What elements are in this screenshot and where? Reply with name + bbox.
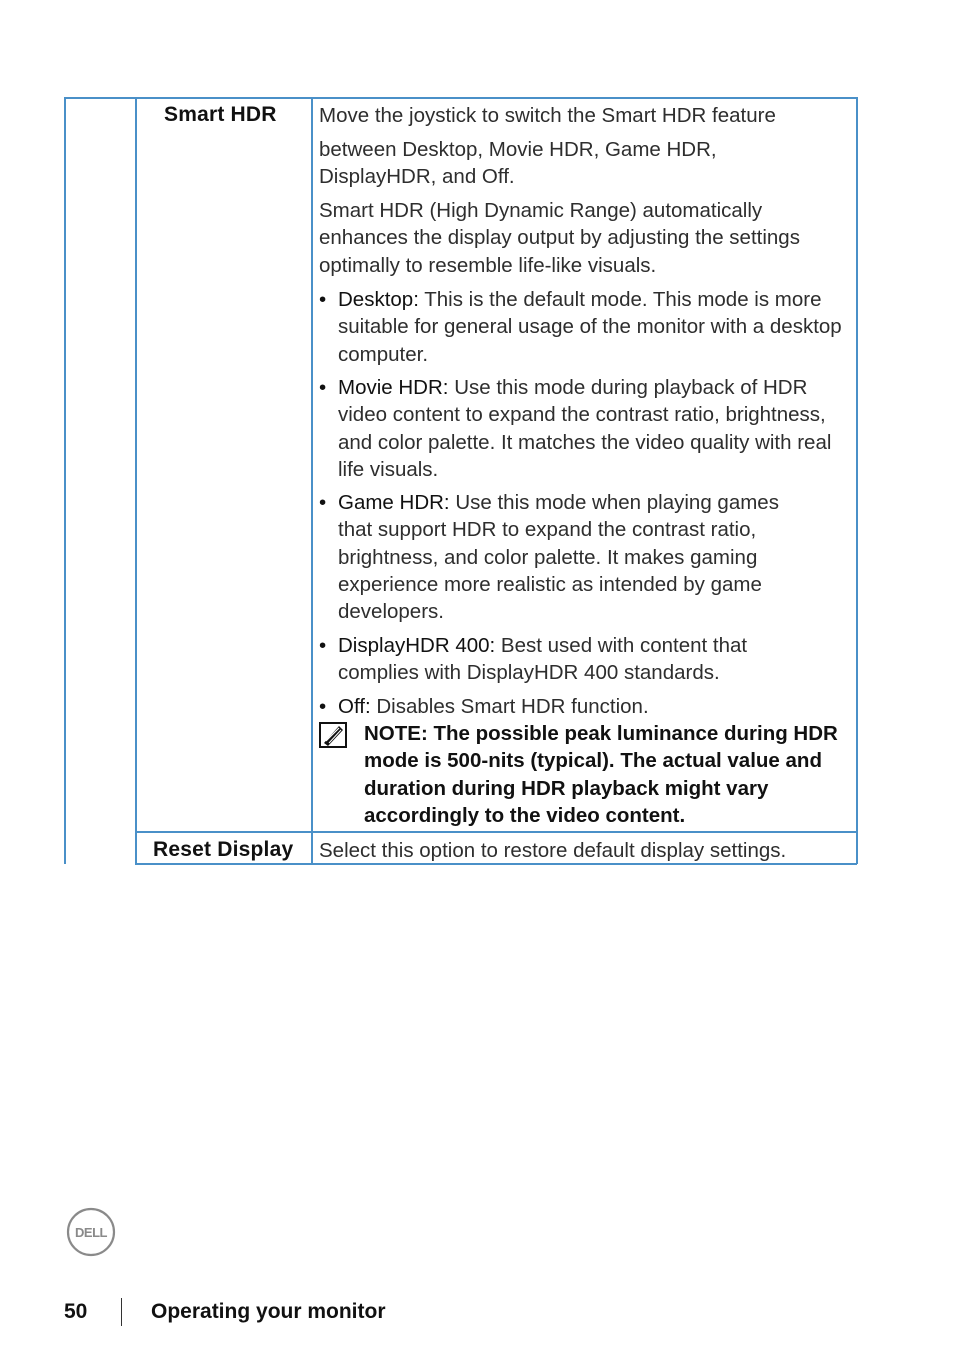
bullet-desktop: [319, 286, 849, 368]
bullet-body: Disables Smart HDR function.: [370, 695, 649, 718]
bullet-dot: •: [319, 491, 327, 514]
table-border-top: [64, 97, 857, 99]
bullet-dot: •: [319, 376, 327, 399]
table-row-divider: [135, 831, 857, 833]
bullet-text: [338, 374, 849, 483]
bullet-text: [338, 489, 818, 625]
table-border-right: [856, 97, 858, 864]
bullet-off: [319, 693, 849, 720]
table-border-col1: [135, 97, 137, 864]
bullet-term: Desktop:: [338, 288, 419, 311]
dell-logo-text: DELL: [75, 1225, 107, 1240]
settings-table: [64, 97, 857, 864]
page-number: 50: [64, 1300, 88, 1323]
bullet-body: Use this mode during playback of HDR video content to expand the contrast ratio, brightness, and color palette. It matches the video quality with real life visuals.: [338, 376, 832, 481]
smart-hdr-label: Smart HDR: [164, 103, 277, 126]
bullet-term: Off:: [338, 695, 371, 718]
smart-hdr-summary: Smart HDR (High Dynamic Range) automatically enhances the display output by adjusting the settings optimally to resemble life-like visuals.: [319, 199, 800, 277]
dell-logo: [66, 1207, 116, 1257]
footer-separator: [121, 1298, 122, 1326]
bullet-text: [338, 693, 849, 720]
reset-display-label: Reset Display: [153, 838, 294, 861]
bullet-term: DisplayHDR 400:: [338, 634, 496, 657]
bullet-text: [338, 632, 798, 687]
bullet-term: Movie HDR:: [338, 376, 449, 399]
reset-display-description: Select this option to restore default display settings.: [319, 839, 787, 862]
smart-hdr-intro-line1: Move the joystick to switch the Smart HDR feature: [319, 104, 776, 127]
bullet-game-hdr: [319, 489, 849, 625]
bullet-body: Use this mode when playing games that support HDR to expand the contrast ratio, brightness, and color palette. It makes gaming experience more realistic as intended by game developers.: [338, 491, 779, 624]
bullet-dot: •: [319, 634, 327, 657]
bullet-body: Best used with content that complies with DisplayHDR 400 standards.: [338, 634, 748, 685]
bullet-term: Game HDR:: [338, 491, 450, 514]
bullet-displayhdr-400: [319, 632, 849, 687]
table-border-left: [64, 97, 66, 864]
bullet-dot: •: [319, 288, 327, 311]
table-border-col2: [311, 97, 313, 864]
bullet-body: This is the default mode. This mode is more suitable for general usage of the monitor with a desktop computer.: [338, 288, 842, 366]
bullet-dot: •: [319, 695, 327, 718]
section-title: Operating your monitor: [151, 1300, 386, 1323]
bullet-text: [338, 286, 849, 368]
bullet-movie-hdr: [319, 374, 849, 483]
smart-hdr-intro-line2: between Desktop, Movie HDR, Game HDR, DisplayHDR, and Off.: [319, 138, 717, 189]
hdr-note: NOTE: The possible peak luminance during HDR mode is 500-nits (typical). The actual value and duration during HDR playback might vary accordingly to the video content.: [364, 722, 838, 827]
pencil-note-icon: [319, 721, 347, 749]
